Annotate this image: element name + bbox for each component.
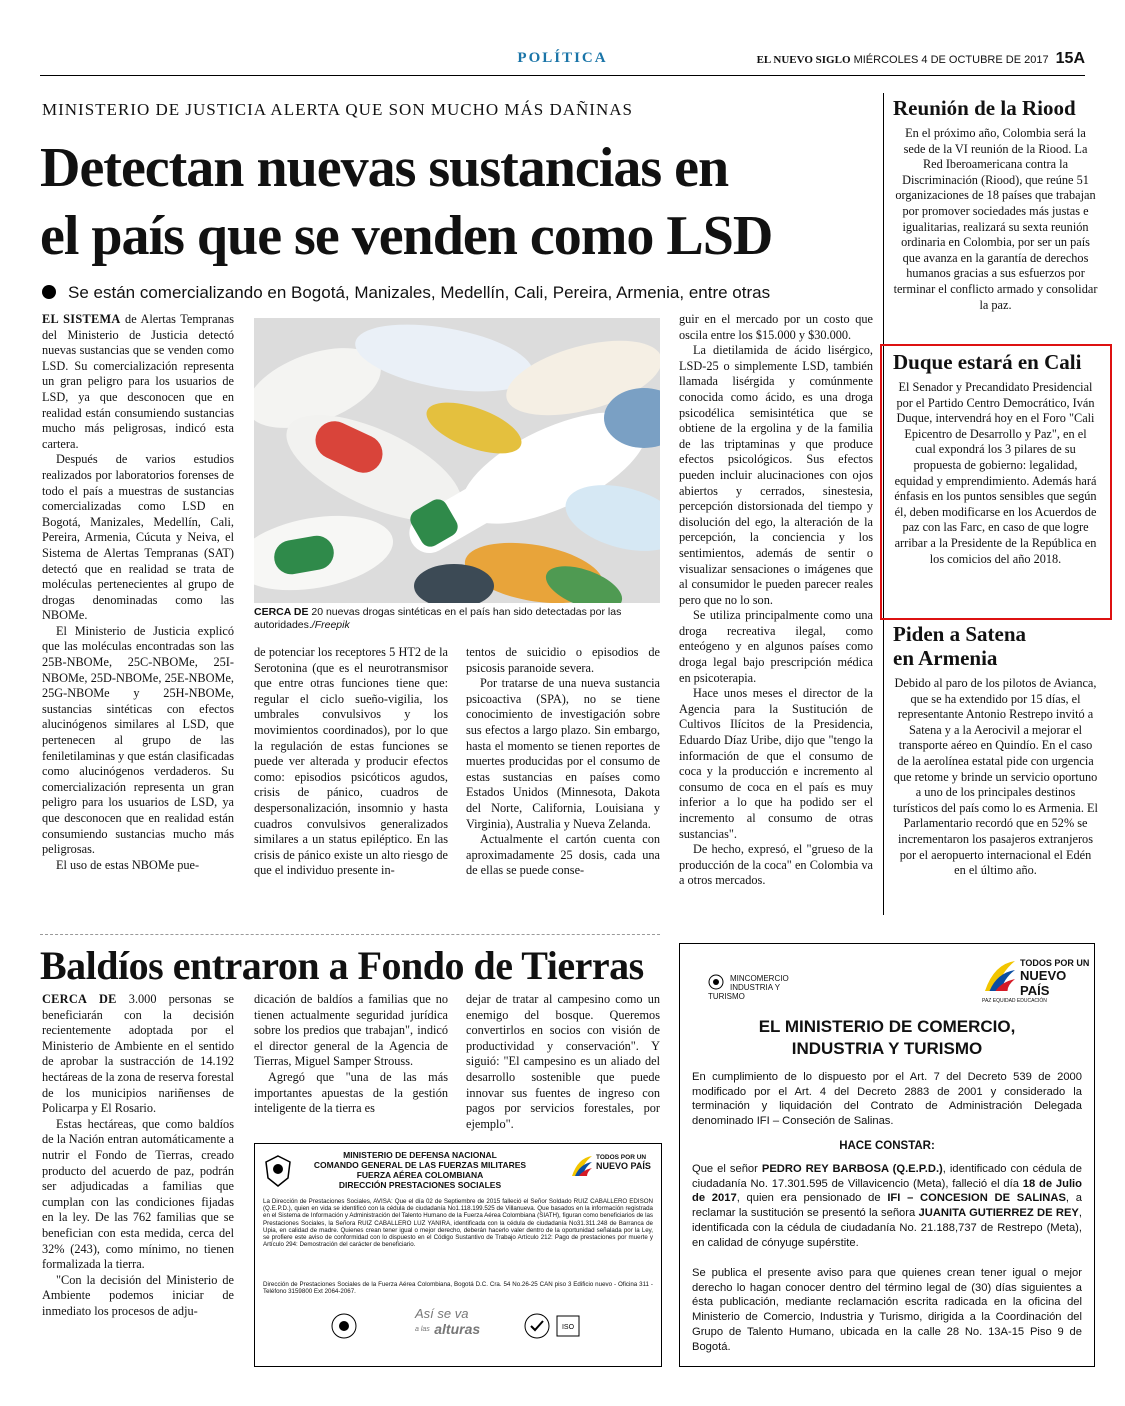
text: , a reclamar la sustitución se presentó la señora: [692, 1192, 1082, 1220]
section-label: POLÍTICA: [517, 50, 608, 66]
ad-defensa-header: [295, 1150, 545, 1190]
logo-text: NUEVO PAÍS: [1020, 968, 1067, 998]
ad-comercio-hace-constar: HACE CONSTAR:: [839, 1140, 935, 1152]
ad-defensa-address: Dirección de Prestaciones Sociales de la Fuerza Aérea Colombiana, Bogotá D.C. Cra. 54 No.26-25 CAN piso 3 Edificio nuevo - Oficina 311 - Teléfono 3159800 Ext 2064-2067.: [263, 1281, 653, 1296]
ad-comercio-intro: En cumplimiento de lo dispuesto por el Art. 7 del Decreto 539 de 2000 modificado por el Art. 4 del Decreto 2883 de 2001 y considerado la terminación y liquidación del Contrato de Administración Delegada denominado IFI – Conseción de Salinas.: [692, 1071, 1082, 1128]
dek-text: Se están comercializando en Bogotá, Manizales, Medellín, Cali, Pereira, Armenia, entre otras: [68, 283, 771, 302]
nuevo-pais-logo: [982, 958, 1092, 1004]
article-separator: [40, 934, 660, 935]
seal-icon: [330, 1312, 358, 1340]
ad-comercio-paragraph-2: Se publica el presente aviso para que quienes crean tener igual o mejor derecho lo hagan conocer dentro del término legal de (30) días siguientes a ésta publicación, mediante reclamación escrita radicada en la oficina del Ministerio de Comercio, Industria y Turismo, dirigida a la Coordinación del Grupo de Talento Humano, ubicada en la calle 28 No. 13A-15 Piso 9 de Bogotá.: [692, 1267, 1082, 1353]
sidebar-item-satena: [893, 622, 1098, 879]
second-column-1: [42, 992, 234, 1319]
sidebar-title-line-2: en Armenia: [893, 646, 998, 670]
sidebar-title: [893, 622, 1098, 670]
nuevo-pais-icon: [982, 958, 1018, 994]
paragraph: Agregó que "una de las más importantes apuestas de la gestión inteligente de la tierra es: [254, 1069, 448, 1116]
logo-text: TODOS POR UN: [1020, 958, 1090, 968]
claimant-name: JUANITA GUTIERREZ DE REY: [918, 1207, 1079, 1220]
paragraph: 3.000 personas se beneficiarán con la decisión recientemente adoptada por el Ministerio de Ambiente en el sentido de aprobar la sustracción de 14.192 hectáreas de la zona de reserva forestal de los municipios nariñenses de Policarpa y El Rosario.: [42, 992, 234, 1116]
slogan-line: alturas: [434, 1321, 481, 1337]
photo-credit: /Freepik: [311, 619, 350, 631]
coat-of-arms-icon: [263, 1154, 293, 1188]
paragraph: de Alertas Tempranas del Ministerio de Justicia detectó nuevas sustancias que se venden como LSD. Su comercialización representa un gran peligro para los usuarios de LSD, ya que desconocen que en realidad están consumiendo sustancias mucho más peligrosas, indicó esta cartera.: [42, 312, 234, 451]
quality-icon: [555, 1314, 581, 1338]
paragraph: La dietilamida de ácido lisérgico, LSD-25 o simplemente LSD, también llamada lisérgida y comúnmente conocida como ácido, es una droga psicodélica semisintética que se obtiene de la ergolina y de la familia de las triptaminas y que produce efectos psicológicos. Sus efectos pueden incluir alucinaciones con ojos abiertos y cerrados, sinestesia, percepción distorsionada del tiempo y disolución del ego, la alteración de la percepción, la conciencia y los sentimientos, además de sentir o visualizar sensaciones o imágenes que al consumidor le pueden parecer reales pero que no lo son.: [679, 343, 873, 607]
nuevo-pais-icon: [570, 1154, 594, 1178]
ad-defensa: [254, 1143, 662, 1367]
mincomercio-icon: [708, 974, 724, 990]
second-headline: Baldíos entraron a Fondo de Tierras: [40, 943, 644, 988]
logo-text: MINCOMERCIO: [730, 974, 789, 983]
ad-comercio: [679, 943, 1095, 1367]
sidebar-item-riood: [893, 96, 1098, 313]
article-column-4: [679, 312, 873, 889]
ad-comercio-paragraph-1: [692, 1162, 1082, 1250]
slogan: [415, 1306, 485, 1339]
slogan-line: a las: [415, 1326, 430, 1334]
paragraph: Después de varios estudios realizados por laboratorios forenses de todo el país a muestras de sustancias comercializadas como LSD en Bogotá, Manizales, Medellín, Cali, Pereira, Armenia, Cúcuta y Neiva, el Sistema de Alertas Tempranas (SAT) detectó que en realidad se trata de moléculas pertenecientes al grupo de drogas denominadas como las NBOMe.: [42, 452, 234, 623]
text: Que el señor: [692, 1163, 762, 1175]
ad-defensa-body: La Dirección de Prestaciones Sociales, AVISA: Que el día 02 de Septiembre de 2015 falleció el Señor Soldado RUIZ CABALLERO EDISON (Q.E.P.D.), quien en vida se identificó con la cédula de ciudadanía No1.118.199.525 de Villanueva. Que basados en la información registrada en el Sistema de Información y Administración del Talento Humano de la Fuerza Aérea Colombiana (SIATH), figuran como beneficiarios de las Prestaciones Sociales, la Señora RUIZ CABALLERO LUZ YANIRA, identificada con la cédula de ciudadanía No31.311.248 de Barranca de Upia, en calidad de madre. Quienes crean tener igual o mejor derecho, deberán hacerlo valer dentro de la oportunidad señalada por la Ley, se profiere este aviso de conformidad con lo dispuesto en el Código Sustantivo de Trabajo Artículo 212: Pago de prestaciones por muerte y Artículo 294: Demostración del carácter de beneficiario.: [263, 1198, 653, 1249]
paragraph: dejar de tratar al campesino como un enemigo del bosque. Queremos convertirlos en socios con visión de productividad y conservación". Y siguió: "El campesino es un aliado del desarrollo sostenible que puede innovar sus fuentes de ingreso con pagos por servicios forestales, por ejemplo".: [466, 992, 660, 1131]
article-photo-pills: [254, 318, 660, 603]
second-column-3: [466, 992, 660, 1132]
paragraph: dicación de baldíos a familias que no tienen actualmente seguridad jurídica sobre los predios que trabajan", indicó el director general de la Agencia de Tierras, Miguel Samper Strouss.: [254, 992, 448, 1069]
photo-caption: [254, 606, 660, 632]
headline-line-2: el país que se venden como LSD: [40, 205, 773, 267]
sidebar-title: Reunión de la Riood: [893, 96, 1076, 120]
logo-text: PAZ EQUIDAD EDUCACIÓN: [982, 998, 1047, 1004]
sidebar-item-duque: [893, 350, 1098, 567]
logo-text: NUEVO PAÍS: [596, 1161, 651, 1171]
ad-line: COMANDO GENERAL DE LAS FUERZAS MILITARES: [313, 1160, 527, 1170]
lead-in: CERCA DE: [42, 992, 117, 1006]
paragraph: Se utiliza principalmente como una droga recreativa ilegal, como enteógeno y en algunos países como droga legal bajo prescripción médica en psicoterapia.: [679, 608, 873, 685]
paragraph: "Con la decisión del Ministerio de Ambiente podemos iniciar de inmediato los procesos de adju-: [42, 1272, 234, 1318]
page-meta: [757, 50, 1085, 68]
ad-title-line: EL MINISTERIO DE COMERCIO,: [758, 1017, 1016, 1036]
paragraph: Por tratarse de una nueva sustancia psicoactiva (SPA), no se tiene conocimiento de investigación sobre sus efectos a largo plazo. Sin embargo, hasta el momento se tienen reportes de muertes producidas por el consumo de estas sustancias en países como Estados Unidos (Minnesota, Dakota del Norte, California, Louisiana y Virginia), Australia y Nueva Zelanda.: [466, 676, 660, 831]
article-dek: [42, 283, 770, 303]
caption-text: 20 nuevas drogas sintéticas en el país han sido detectadas por las autoridades.: [254, 606, 622, 631]
logo-text: INDUSTRIA Y TURISMO: [708, 983, 780, 1001]
death-date: 18 de Julio de 2017: [692, 1177, 1082, 1205]
pills-image: [254, 318, 660, 603]
second-column-2: [254, 992, 448, 1117]
article-headline: [40, 134, 860, 270]
paragraph: tentos de suicidio o episodios de psicosis paranoide severa.: [466, 645, 660, 675]
svg-text:ISO: ISO: [561, 1324, 575, 1331]
text: , identificada con la cédula de ciudadanía No. 21.188,737 de Restrepo (Meta), en calidad de cónyuge supérstite.: [692, 1207, 1082, 1249]
ad-comercio-title: [680, 1016, 1094, 1060]
article-column-1: [42, 312, 234, 873]
text: , identificado con cédula de ciudadanía No. 17.301.595 de Villavicencio (Meta), falleció el día: [692, 1163, 1082, 1190]
paragraph: De hecho, expresó, el "grueso de la producción de la coca" en Colombia va a otros mercados.: [679, 842, 873, 888]
ad-line: DIRECCIÓN PRESTACIONES SOCIALES: [338, 1180, 502, 1190]
sidebar-title-line-1: Piden a Satena: [893, 622, 1027, 646]
bullet-icon: [42, 285, 56, 299]
header-rule: [40, 75, 1085, 76]
sidebar-text: En el próximo año, Colombia será la sede de la VI reunión de la Riood. La Red Iberoamericana contra la Discriminación (Riood), que reúne 51 organizaciones de 18 países que trabajan por promover sociedades más justas e igualitarias, realizará su sexta reunión ordinaria en Colombia, por ser un país que avanza en la garantía de derechos humanos gracias a sus esfuerzos por terminar el conflicto armado y consolidar la paz.: [893, 126, 1098, 312]
headline-line-1: Detectan nuevas sustancias en: [40, 137, 729, 199]
ad-line: FUERZA AÉREA COLOMBIANA: [356, 1170, 484, 1180]
deceased-name: PEDRO REY BARBOSA (Q.E.P.D.): [761, 1163, 943, 1175]
ad-title-line: INDUSTRIA Y TURISMO: [791, 1039, 983, 1058]
paragraph: guir en el mercado por un costo que oscila entre los $15.000 y $30.000.: [679, 312, 873, 342]
paragraph: El Ministerio de Justicia explicó que las moléculas encontradas son las 25B-NBOMe, 25C-NBOMe, 25I-NBOMe, 25D-NBOMe, 25E-NBOMe, 25G-NBOMe y 25H-NBOMe, sustancias sintéticas con efectos alucinógenos similares al LSD, que pertenecen al grupo de las feniletilaminas y que están clasificadas como alucinógenos verdaderos. Su comercialización representa un gran peligro para los usuarios de LSD, ya que desconocen que en realidad están consumiendo sustancias mucho más peligrosas.: [42, 623, 234, 857]
pension-entity: IFI – CONCESION DE SALINAS: [887, 1192, 1066, 1205]
article-column-2: [254, 645, 448, 879]
lead-in: EL SISTEMA: [42, 312, 121, 326]
mincomercio-logo: [708, 974, 797, 1001]
caption-lead: CERCA DE: [254, 606, 309, 618]
nuevo-pais-logo: [570, 1154, 655, 1178]
page-number: 15A: [1055, 50, 1085, 67]
ad-line: MINISTERIO DE DEFENSA NACIONAL: [343, 1150, 497, 1160]
issue-date: MIÉRCOLES 4 DE OCTUBRE DE 2017: [853, 54, 1049, 66]
article-column-3: [466, 645, 660, 879]
sidebar-title: Duque estará en Cali: [893, 350, 1082, 374]
article-kicker: MINISTERIO DE JUSTICIA ALERTA QUE SON MUCHO MÁS DAÑINAS: [42, 100, 633, 119]
sidebar-text: Debido al paro de los pilotos de Avianca, que se ha extendido por 15 días, el representante Antonio Restrepo invitó a Satena y a la Aerocivil a mejorar el transporte aéreo en Quindío. En el caso de la aerolínea estatal pide con urgencia que retome y brinde un servicio oportuno a uno de los principales destinos turísticos del país como lo es Armenia. El Parlamentario recordó que en 52% se incrementaron los pasajeros extranjeros por el aeropuerto internacional el Edén en el último año.: [893, 676, 1098, 878]
text: , quien era pensionado de: [736, 1192, 888, 1205]
paper-name: EL NUEVO SIGLO: [756, 54, 851, 66]
logo-text: TODOS POR UN: [596, 1154, 647, 1161]
sidebar-text: El Senador y Precandidato Presidencial por el Partido Centro Democrático, Iván Duque, intervendrá hoy en el Foro "Cali Epicentro de Desarrollo y Paz", en el cual expondrá los 3 pilares de su propuesta de gobierno: legalidad, equidad y emprendimiento. Además hará énfasis en los puntos sensibles que según él, deben modificarse en los Acuerdos de paz con las Farc, en caso de que logre arribar a la Presidente de la República en los comicios del año 2018.: [894, 380, 1097, 566]
paragraph: de potenciar los receptores 5 HT2 de la Serotonina (que es el neurotransmisor que entre otras funciones tiene que: regular el ciclo sueño-vigilia, los umbrales convulsivos y los movimientos coordinados), por lo que la regulación de estas funciones se puede ver alterada y producir efectos como: episodios psicóticos agudos, crisis de pánico, cuadros de despersonalización, insomnio y hasta cuadros convulsivos generalizados similares a un status epiléptico. En las crisis de pánico existe un alto riesgo de que el individuo presente in-: [254, 645, 448, 878]
certification-icon: [523, 1312, 551, 1340]
slogan-line: Así se va: [415, 1306, 469, 1321]
paragraph: El uso de estas NBOMe pue-: [56, 857, 200, 872]
paragraph: Estas hectáreas, que como baldíos de la Nación entran automáticamente a nutrir el Fondo de Tierras, creado producto del acuerdo de paz, podrán ser adjudicadas a familias que cumplan con las condiciones fijadas en la ley. De las 762 familias que se benefician con esta medida, cerca del 32% (243), como mínimo, no tienen formalizada la tierra.: [42, 1116, 234, 1272]
paragraph: Actualmente el cartón cuenta con aproximadamente 25 dosis, cada una de ellas se puede conse-: [466, 832, 660, 878]
paragraph: Hace unos meses el director de la Agencia para la Sustitución de Cultivos Ilícitos de la Presidencia, Eduardo Díaz Uribe, dijo que "tengo la información de que el consumo de coca y la producción e incremento al consumo de coca en el país es muy inferior a lo que ha podido ser el incremento al consumo de otras sustancias".: [679, 686, 873, 841]
